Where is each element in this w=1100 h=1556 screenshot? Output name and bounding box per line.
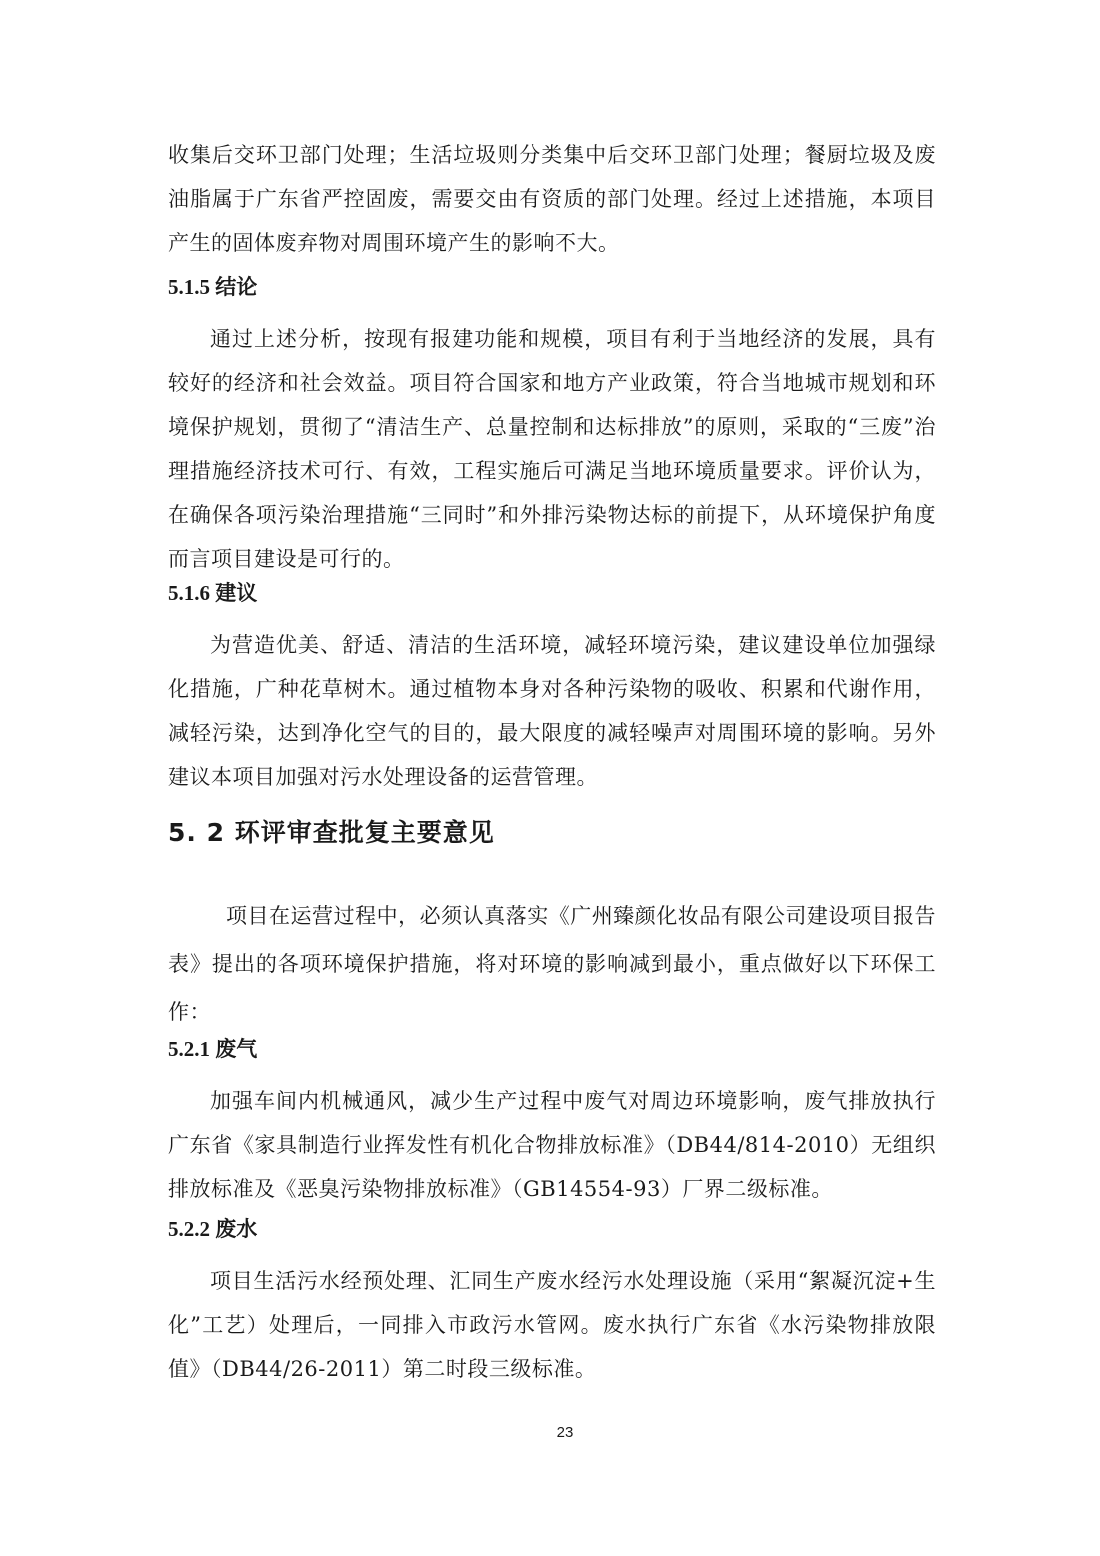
section-5-1-5-paragraph: 通过上述分析，按现有报建功能和规模，项目有利于当地经济的发展，具有较好的经济和社会效益。项目符合国家和地方产业政策，符合当地城市规划和环境保护规划，贯彻了“清洁生产、总量控制和达标排放”的原则，采取的“三废”治理措施经济技术可行、有效，工程实施后可满足当地环境质量要求。评价认为，在确保各项污染治理措施“三同时”和外排污染物达标的前提下，从环境保护角度而言项目建设是可行的。	[168, 327, 936, 571]
section-5-2-heading: 5. 2 环评审查批复主要意见	[168, 818, 495, 847]
section-5-2-2-paragraph: 项目生活污水经预处理、汇同生产废水经污水处理设施（采用“絮凝沉淀+生化”工艺）处理后，一同排入市政污水管网。废水执行广东省《水污染物排放限值》（DB44/26-2011）第二时段三级标准。	[168, 1269, 936, 1381]
section-5-2-2-heading: 5.2.2 废水	[168, 1217, 258, 1241]
section-5-2	[168, 815, 936, 1036]
section-5-1-6	[168, 578, 936, 799]
section-5-2-1-paragraph: 加强车间内机械通风，减少生产过程中废气对周边环境影响，废气排放执行广东省《家具制造行业挥发性有机化合物排放标准》（DB44/814-2010）无组织排放标准及《恶臭污染物排放标准》（GB14554-93）厂界二级标准。	[168, 1089, 936, 1201]
intro-paragraph: 收集后交环卫部门处理；生活垃圾则分类集中后交环卫部门处理；餐厨垃圾及废油脂属于广东省严控固废，需要交由有资质的部门处理。经过上述措施，本项目产生的固体废弃物对周围环境产生的影响不大。	[168, 143, 936, 255]
section-5-2-1-heading: 5.2.1 废气	[168, 1037, 258, 1061]
page-number: 23	[556, 1424, 574, 1441]
intro-section	[168, 133, 936, 265]
section-5-1-6-paragraph: 为营造优美、舒适、清洁的生活环境，减轻环境污染，建议建设单位加强绿化措施，广种花草树木。通过植物本身对各种污染物的吸收、积累和代谢作用，减轻污染，达到净化空气的目的，最大限度的减轻噪声对周围环境的影响。另外建议本项目加强对污水处理设备的运营管理。	[168, 633, 936, 789]
section-5-2-1	[168, 1034, 936, 1211]
section-5-2-2	[168, 1214, 936, 1391]
section-5-1-5	[168, 272, 936, 581]
section-5-2-paragraph: 项目在运营过程中，必须认真落实《广州臻颜化妆品有限公司建设项目报告表》提出的各项环境保护措施，将对环境的影响减到最小，重点做好以下环保工作：	[168, 904, 936, 1024]
section-5-1-6-heading: 5.1.6 建议	[168, 581, 258, 605]
section-5-1-5-heading: 5.1.5 结论	[168, 275, 258, 299]
